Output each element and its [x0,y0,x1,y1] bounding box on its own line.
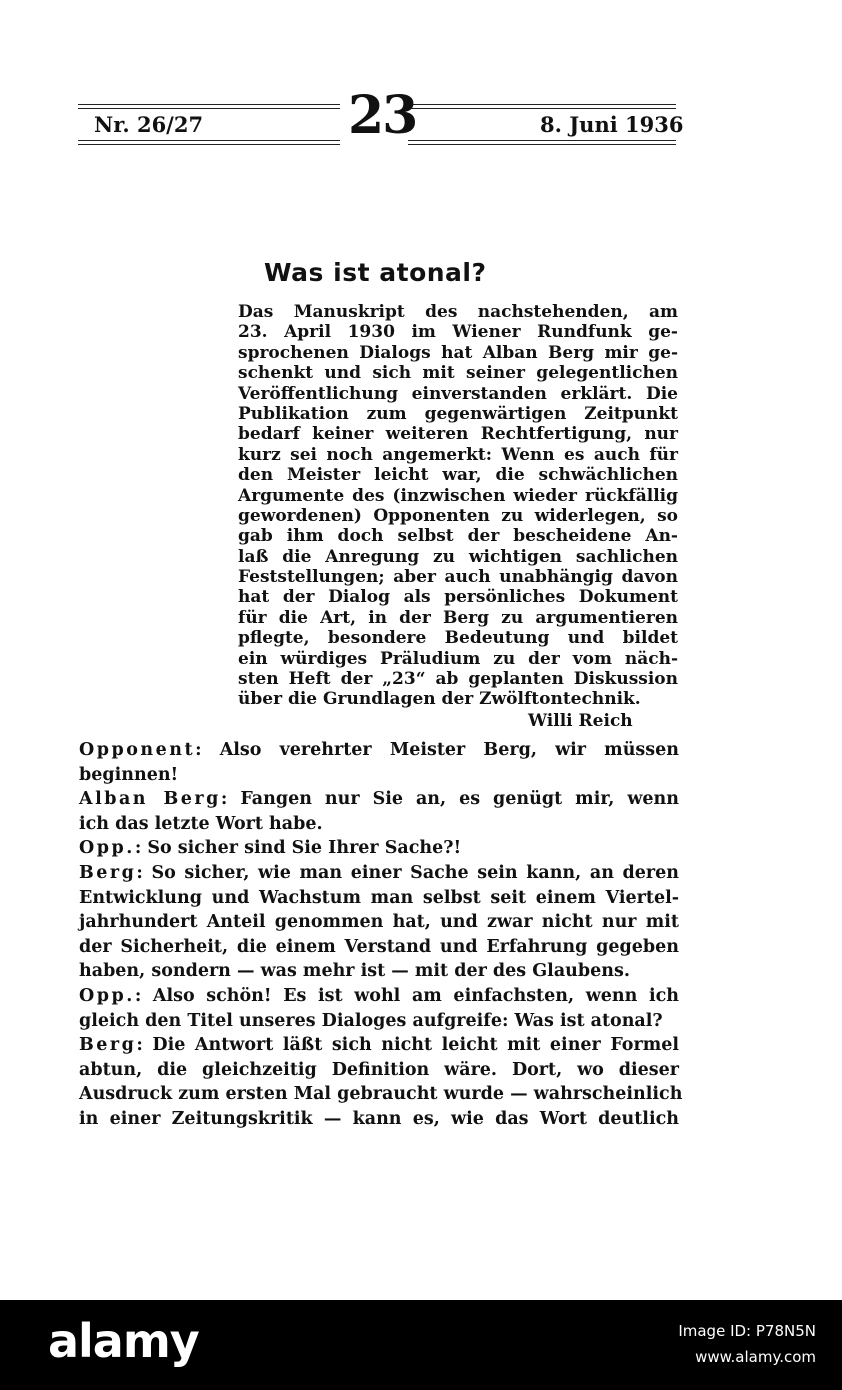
brand-logo: alamy [48,1314,199,1368]
dialogue-line [79,1033,679,1058]
dialogue-text: der Sicherheit, die einem Verstand und Erfahrung gegeben [79,936,679,957]
speaker-name: Opp. [79,985,135,1006]
intro-line: sprochenen Dialogs hat Alban Berg mir ge- [238,342,678,363]
intro-line: für die Art, in der Berg zu argumentieren [238,607,678,628]
header-rule-bottom-right-2 [408,144,676,145]
dialogue-line [79,886,679,911]
intro-line: den Meister leicht war, die schwächlichen [238,465,678,486]
dialogue-line [79,812,679,837]
header-rule-bottom-right [408,140,676,141]
intro-line: kurz sei noch angemerkt: Wenn es auch für [238,444,678,465]
intro-line: ein würdiges Präludium zu der vom näch- [238,648,678,669]
dialogue-line [79,910,679,935]
header-rule-top-right [408,104,676,105]
dialogue-text: : So sicher, wie man einer Sache sein kann, an deren [136,862,679,883]
dialogue-text: jahrhundert Anteil genommen hat, und zwar nicht nur mit [79,912,679,933]
dialogue-text: : Also verehrter Meister Berg, wir müssen [195,740,679,760]
intro-line: Veröffentlichung einverstanden erklärt. Die [238,383,678,404]
intro-line: Publikation zum gegenwärtigen Zeitpunkt [238,403,678,424]
dialogue-text: abtun, die gleichzeitig Definition wäre. Dort, wo dieser [79,1059,679,1080]
author-signature: Willi Reich [528,711,633,731]
dialogue-line [79,1058,679,1083]
intro-line: sten Heft der „23“ ab geplanten Diskussion [238,669,678,690]
dialogue-text: gleich den Titel unseres Dialoges aufgreife: Was ist atonal? [79,1010,663,1031]
dialogue-text: : Die Antwort läßt sich nicht leicht mit einer Formel [136,1035,679,1056]
masthead-number: 23 [348,85,417,146]
speaker-name: Alban Berg [79,789,221,810]
header-rule-bottom-left [78,140,340,141]
intro-line: schenkt und sich mit seiner gelegentlichen [238,363,678,384]
dialogue-line [79,861,679,886]
dialogue-line [79,1082,683,1107]
dialogue-line [79,836,679,861]
issue-number: Nr. 26/27 [94,112,204,137]
intro-line: laß die Anregung zu wichtigen sachlichen [238,546,678,567]
dialogue-text: : Fangen nur Sie an, es genügt mir, wenn [220,789,679,810]
dialogue-line [79,787,679,812]
dialogue-line [79,763,679,788]
issue-date: 8. Juni 1936 [540,112,684,137]
header-rule-top-left [78,104,340,105]
intro-line: 23. April 1930 im Wiener Rundfunk ge- [238,322,678,343]
intro-line: Das Manuskript des nachstehenden, am [238,302,678,322]
intro-paragraph [238,302,678,710]
dialogue-text: haben, sondern — was mehr ist — mit der des Glaubens. [79,961,630,982]
dialogue [79,738,683,1132]
dialogue-text: in einer Zeitungskritik — kann es, wie das Wort deutlich [79,1108,679,1129]
intro-line: gab ihm doch selbst der bescheidene An- [238,526,678,547]
speaker-name: Opponent [79,740,196,760]
intro-line: Argumente des (inzwischen wieder rückfällig [238,485,678,506]
intro-line: über die Grundlagen der Zwölftontechnik. [238,689,641,710]
intro-line: bedarf keiner weiteren Rechtfertigung, nur [238,424,678,445]
header-rule-top-left-2 [78,108,340,109]
header-rule-top-right-2 [408,108,676,109]
dialogue-line [79,738,679,763]
speaker-name: Opp. [79,838,135,859]
dialogue-line [79,935,679,960]
intro-line: hat der Dialog als persönliches Dokument [238,587,678,608]
intro-line: Feststellungen; aber auch unabhängig davon [238,567,678,588]
dialogue-text: : Also schön! Es ist wohl am einfachsten, wenn ich [134,985,679,1006]
dialogue-line [79,1009,679,1034]
dialogue-text: ich das letzte Wort habe. [79,813,323,834]
image-id: Image ID: P78N5N [678,1322,816,1340]
dialogue-line [79,1107,679,1132]
dialogue-text: beginnen! [79,764,179,785]
intro-line: pflegte, besondere Bedeutung und bildet [238,628,678,649]
dialogue-line [79,984,679,1009]
article-title: Was ist atonal? [264,258,487,287]
dialogue-text: Entwicklung und Wachstum man selbst seit einem Viertel- [79,887,679,908]
dialogue-line [79,959,679,984]
header-rule-bottom-left-2 [78,144,340,145]
dialogue-text: : So sicher sind Sie Ihrer Sache?! [134,838,462,859]
speaker-name: Berg [79,862,137,883]
dialogue-text: Ausdruck zum ersten Mal gebraucht wurde — wahrscheinlich [79,1084,683,1105]
speaker-name: Berg [79,1035,137,1056]
site-url: www.alamy.com [695,1348,816,1366]
intro-line: gewordenen) Opponenten zu widerlegen, so [238,505,678,526]
stock-info [678,1318,816,1370]
